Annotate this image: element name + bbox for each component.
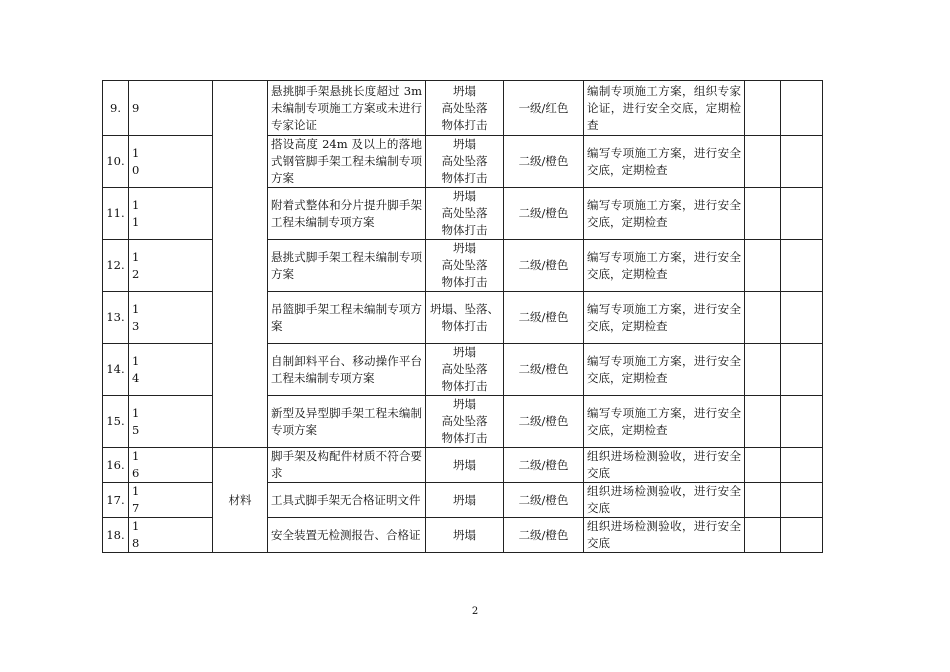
sub-number-digit: 3 xyxy=(132,318,140,333)
row-sub-number xyxy=(129,292,213,344)
control-measure: 组织进场检测验收，进行安全交底 xyxy=(584,483,745,518)
sub-number-digit: 1 xyxy=(132,353,140,368)
empty-cell xyxy=(745,518,781,553)
sub-number-digit: 7 xyxy=(132,501,140,515)
empty-cell xyxy=(745,396,781,448)
row-number: 13. xyxy=(103,292,129,344)
table-row xyxy=(103,483,823,518)
accident-type: 坍塌、坠落、 物体打击 xyxy=(426,292,504,344)
row-sub-number xyxy=(129,240,213,292)
risk-level: 二级/橙色 xyxy=(504,483,584,518)
row-sub-number xyxy=(129,518,213,553)
table-row xyxy=(103,188,823,240)
row-number: 17. xyxy=(103,483,129,518)
sub-number-digit: 1 xyxy=(132,214,140,229)
empty-cell xyxy=(781,448,823,483)
sub-number-digit: 1 xyxy=(132,197,140,212)
row-sub-number xyxy=(129,448,213,483)
accident-type: 坍塌 xyxy=(426,483,504,518)
table-row xyxy=(103,448,823,483)
category-cell-blank xyxy=(213,81,268,448)
hazard-description: 脚手架及构配件材质不符合要求 xyxy=(268,448,426,483)
category-cell-material: 材料 xyxy=(213,448,268,553)
accident-type: 坍塌 高处坠落 物体打击 xyxy=(426,396,504,448)
row-sub-number xyxy=(129,136,213,188)
sub-number-digit: 9 xyxy=(132,100,140,115)
control-measure: 编写专项施工方案，进行安全交底，定期检查 xyxy=(584,396,745,448)
table-row xyxy=(103,240,823,292)
hazard-description: 悬挑式脚手架工程未编制专项方案 xyxy=(268,240,426,292)
table-row xyxy=(103,81,823,136)
empty-cell xyxy=(781,292,823,344)
empty-cell xyxy=(745,188,781,240)
accident-type: 坍塌 高处坠落 物体打击 xyxy=(426,136,504,188)
hazard-description: 自制卸料平台、移动操作平台工程未编制专项方案 xyxy=(268,344,426,396)
table-row xyxy=(103,292,823,344)
row-sub-number xyxy=(129,344,213,396)
row-number: 18. xyxy=(103,518,129,553)
table-row xyxy=(103,396,823,448)
row-number: 11. xyxy=(103,188,129,240)
table-row xyxy=(103,518,823,553)
control-measure: 编写专项施工方案，进行安全交底，定期检查 xyxy=(584,292,745,344)
page-number: 2 xyxy=(471,606,479,617)
hazard-description: 工具式脚手架无合格证明文件 xyxy=(268,483,426,518)
risk-level: 二级/橙色 xyxy=(504,136,584,188)
row-sub-number xyxy=(129,396,213,448)
hazard-description: 安全装置无检测报告、合格证 xyxy=(268,518,426,553)
empty-cell xyxy=(745,136,781,188)
empty-cell xyxy=(745,81,781,136)
row-sub-number xyxy=(129,188,213,240)
table-row xyxy=(103,136,823,188)
sub-number-digit: 8 xyxy=(132,536,140,550)
sub-number-digit: 6 xyxy=(132,466,140,480)
sub-number-digit: 4 xyxy=(132,370,140,385)
empty-cell xyxy=(781,396,823,448)
row-number: 9. xyxy=(103,81,129,136)
empty-cell xyxy=(781,483,823,518)
empty-cell xyxy=(745,344,781,396)
risk-level: 二级/橙色 xyxy=(504,292,584,344)
accident-type: 坍塌 高处坠落 物体打击 xyxy=(426,81,504,136)
row-number: 15. xyxy=(103,396,129,448)
risk-level: 二级/橙色 xyxy=(504,396,584,448)
sub-number-digit: 5 xyxy=(132,422,140,437)
risk-level: 二级/橙色 xyxy=(504,448,584,483)
sub-number-digit: 1 xyxy=(132,519,140,533)
control-measure: 组织进场检测验收，进行安全交底 xyxy=(584,448,745,483)
accident-type: 坍塌 高处坠落 物体打击 xyxy=(426,344,504,396)
accident-type: 坍塌 xyxy=(426,448,504,483)
hazard-description: 吊篮脚手架工程未编制专项方案 xyxy=(268,292,426,344)
sub-number-digit: 1 xyxy=(132,145,140,160)
empty-cell xyxy=(745,240,781,292)
sub-number-digit: 1 xyxy=(132,301,140,316)
accident-type: 坍塌 高处坠落 物体打击 xyxy=(426,240,504,292)
empty-cell xyxy=(745,448,781,483)
empty-cell xyxy=(781,81,823,136)
sub-number-digit: 1 xyxy=(132,249,140,264)
row-number: 12. xyxy=(103,240,129,292)
empty-cell xyxy=(781,136,823,188)
accident-type: 坍塌 高处坠落 物体打击 xyxy=(426,188,504,240)
empty-cell xyxy=(745,292,781,344)
control-measure: 编写专项施工方案，进行安全交底，定期检查 xyxy=(584,188,745,240)
row-number: 16. xyxy=(103,448,129,483)
sub-number-digit: 0 xyxy=(132,162,140,177)
accident-type: 坍塌 xyxy=(426,518,504,553)
risk-level: 二级/橙色 xyxy=(504,188,584,240)
empty-cell xyxy=(781,240,823,292)
sub-number-digit: 1 xyxy=(132,484,140,498)
empty-cell xyxy=(781,188,823,240)
hazard-description: 新型及异型脚手架工程未编制专项方案 xyxy=(268,396,426,448)
hazard-description: 附着式整体和分片提升脚手架工程未编制专项方案 xyxy=(268,188,426,240)
risk-level: 二级/橙色 xyxy=(504,518,584,553)
hazard-description: 搭设高度 24m 及以上的落地式钢管脚手架工程未编制专项方案 xyxy=(268,136,426,188)
risk-level: 二级/橙色 xyxy=(504,344,584,396)
row-sub-number xyxy=(129,81,213,136)
row-sub-number xyxy=(129,483,213,518)
control-measure: 编写专项施工方案，进行安全交底，定期检查 xyxy=(584,344,745,396)
control-measure: 编制专项施工方案，组织专家论证，进行安全交底，定期检查 xyxy=(584,81,745,136)
table-row xyxy=(103,344,823,396)
control-measure: 编写专项施工方案，进行安全交底，定期检查 xyxy=(584,240,745,292)
hazard-description: 悬挑脚手架悬挑长度超过 3m 未编制专项施工方案或未进行专家论证 xyxy=(268,81,426,136)
sub-number-digit: 2 xyxy=(132,266,140,281)
row-number: 14. xyxy=(103,344,129,396)
sub-number-digit: 1 xyxy=(132,405,140,420)
risk-level: 一级/红色 xyxy=(504,81,584,136)
empty-cell xyxy=(781,518,823,553)
control-measure: 组织进场检测验收，进行安全交底 xyxy=(584,518,745,553)
sub-number-digit: 1 xyxy=(132,449,140,463)
empty-cell xyxy=(781,344,823,396)
row-number: 10. xyxy=(103,136,129,188)
risk-level: 二级/橙色 xyxy=(504,240,584,292)
control-measure: 编写专项施工方案，进行安全交底，定期检查 xyxy=(584,136,745,188)
empty-cell xyxy=(745,483,781,518)
risk-table xyxy=(102,80,823,553)
